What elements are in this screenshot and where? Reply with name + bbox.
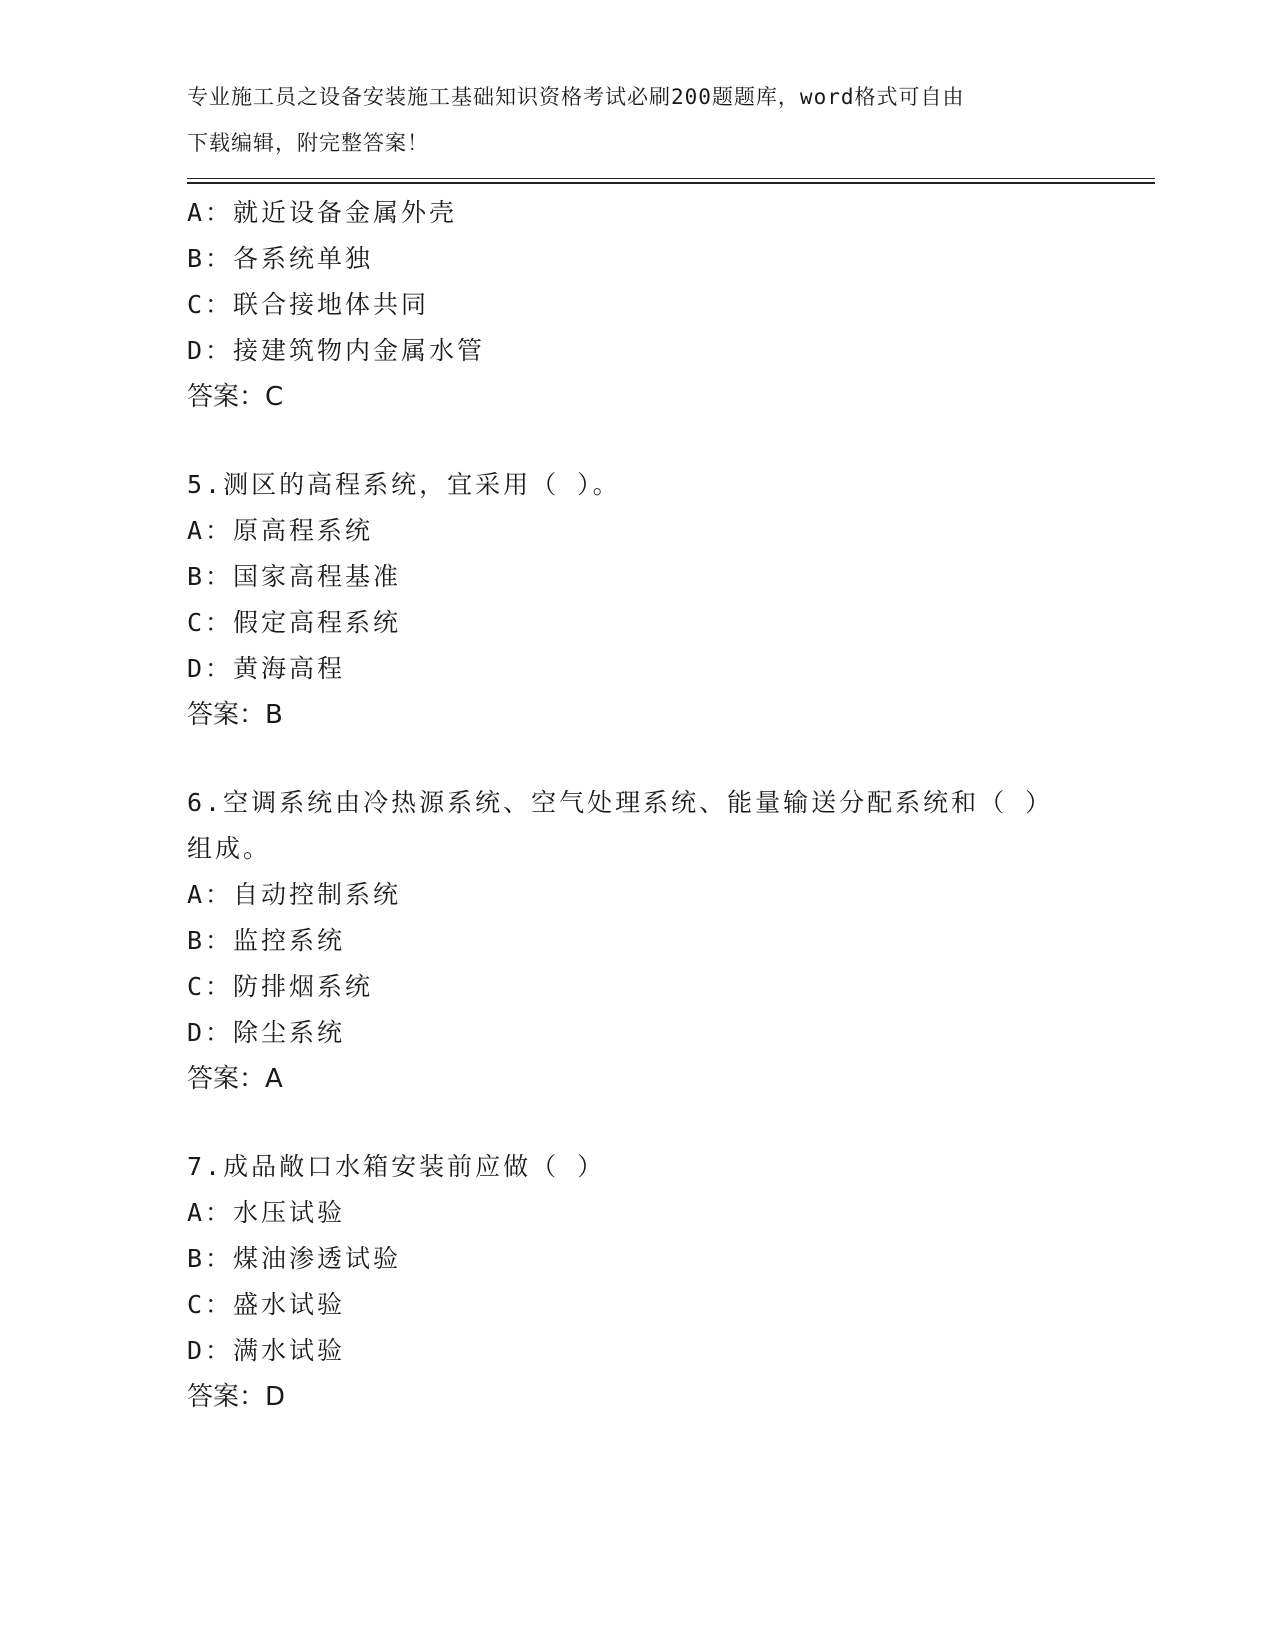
header-divider-thick bbox=[187, 182, 1155, 184]
option-d: D：黄海高程 bbox=[187, 654, 346, 683]
document-header bbox=[187, 74, 1067, 166]
answer: 答案：D bbox=[187, 1382, 286, 1412]
option-d: D：接建筑物内金属水管 bbox=[187, 336, 486, 365]
option-a: A：原高程系统 bbox=[187, 516, 374, 545]
option-c: C：防排烟系统 bbox=[187, 972, 374, 1001]
answer: 答案：B bbox=[187, 700, 283, 730]
question-stem: 5.测区的高程系统，宜采用（ ）。 bbox=[187, 470, 621, 499]
option-a: A：自动控制系统 bbox=[187, 880, 402, 909]
option-a: A：水压试验 bbox=[187, 1198, 346, 1227]
question-block-6 bbox=[187, 780, 1087, 1102]
question-list bbox=[187, 190, 1087, 1420]
option-c: C：假定高程系统 bbox=[187, 608, 402, 637]
question-stem-line-2: 组成。 bbox=[187, 834, 272, 863]
option-b: B：各系统单独 bbox=[187, 244, 374, 273]
question-block-4 bbox=[187, 190, 1087, 420]
option-b: B：国家高程基准 bbox=[187, 562, 402, 591]
option-d: D：满水试验 bbox=[187, 1336, 346, 1365]
answer: 答案：A bbox=[187, 1064, 283, 1094]
header-line-2: 下载编辑，附完整答案！ bbox=[187, 131, 429, 155]
question-stem: 7.成品敞口水箱安装前应做（ ） bbox=[187, 1152, 606, 1181]
question-block-5 bbox=[187, 462, 1087, 738]
question-block-7 bbox=[187, 1144, 1087, 1420]
option-b: B：煤油渗透试验 bbox=[187, 1244, 402, 1273]
option-a: A：就近设备金属外壳 bbox=[187, 198, 458, 227]
option-d: D：除尘系统 bbox=[187, 1018, 346, 1047]
option-c: C：联合接地体共同 bbox=[187, 290, 430, 319]
answer: 答案：C bbox=[187, 382, 284, 412]
header-line-1: 专业施工员之设备安装施工基础知识资格考试必刷200题题库，word格式可自由 bbox=[187, 85, 965, 109]
option-b: B：监控系统 bbox=[187, 926, 346, 955]
header-divider-thin bbox=[187, 178, 1155, 179]
question-stem-line-1: 6.空调系统由冷热源系统、空气处理系统、能量输送分配系统和（ ） bbox=[187, 788, 1054, 817]
option-c: C：盛水试验 bbox=[187, 1290, 346, 1319]
